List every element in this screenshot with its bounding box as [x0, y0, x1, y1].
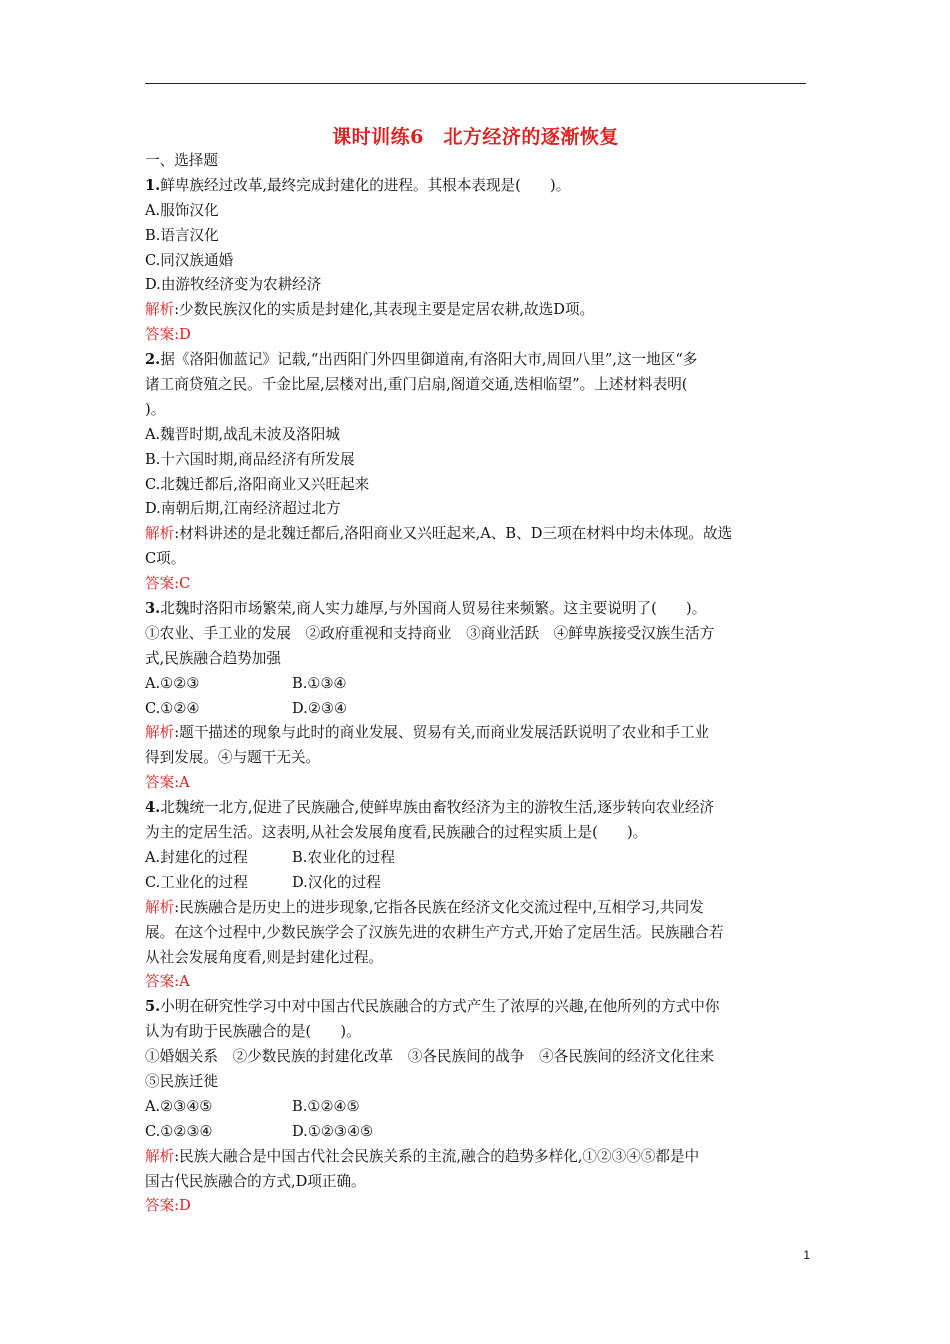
- option-item: C.工业化的过程: [145, 873, 248, 891]
- question-stem-text: ⑤民族迁徙: [145, 1072, 218, 1090]
- analysis-text: 国古代民族融合的方式,D项正确。: [145, 1172, 366, 1190]
- page-number: 1: [803, 1248, 810, 1262]
- option-item: D.①②③④⑤: [292, 1122, 374, 1140]
- analysis-line: [145, 1170, 810, 1195]
- question-number: 1.: [145, 176, 161, 194]
- question-number: 5.: [145, 998, 161, 1016]
- analysis-text: :民族大融合是中国古代社会民族关系的主流,融合的趋势多样化,①②③④⑤都是中: [174, 1147, 700, 1165]
- answer-line: [145, 771, 810, 796]
- option-item: B.①②④⑤: [292, 1097, 360, 1115]
- question-list: [145, 174, 810, 1219]
- question-stem-text: 据《洛阳伽蓝记》记载,“出西阳门外四里御道南,有洛阳大市,周回八里”,这一地区“多: [160, 351, 698, 369]
- answer-label: 答案: [145, 774, 175, 792]
- analysis-text: :材料讲述的是北魏迁都后,洛阳商业又兴旺起来,A、B、D三项在材料中均未体现。故选: [174, 525, 733, 543]
- question-stem-line: [145, 821, 810, 846]
- question-stem-text: 北魏统一北方,促进了民族融合,使鲜卑族由畜牧经济为主的游牧生活,逐步转向农业经济: [160, 799, 715, 817]
- section-heading: 一、选择题: [145, 152, 218, 169]
- option-item: A.①②③: [145, 674, 200, 692]
- analysis-text: :少数民族汉化的实质是封建化,其表现主要是定居农耕,故选D项。: [174, 301, 595, 319]
- question-stem-line: [145, 1045, 810, 1070]
- analysis-label: 解析: [145, 525, 175, 543]
- question-stem-line: [145, 1070, 810, 1095]
- option-item: A.魏晋时期,战乱未波及洛阳城: [145, 425, 340, 443]
- option-item: D.汉化的过程: [292, 873, 381, 891]
- question-stem-text: 为主的定居生活。这表明,从社会发展角度看,民族融合的过程实质上是( )。: [145, 824, 648, 842]
- option-row: [145, 846, 810, 871]
- page-title: 课时训练6 北方经济的逐渐恢复: [332, 126, 619, 148]
- question-block: [145, 995, 810, 1219]
- option-item: D.由游牧经济变为农耕经济: [145, 276, 322, 294]
- analysis-text: 得到发展。④与题干无关。: [145, 749, 321, 767]
- option-row: [145, 697, 810, 722]
- question-number: 3.: [145, 600, 161, 618]
- option-row: [145, 672, 810, 697]
- analysis-label: 解析: [145, 301, 175, 319]
- option-item: B.语言汉化: [145, 226, 219, 244]
- option-row: [145, 871, 810, 896]
- question-stem-text: )。: [145, 400, 166, 418]
- analysis-line: [145, 547, 810, 572]
- analysis-text: 从社会发展角度看,则是封建化过程。: [145, 948, 384, 966]
- answer-value: :D: [174, 326, 191, 344]
- question-stem-line: [145, 348, 810, 373]
- document-body: [145, 149, 810, 1219]
- question-stem-text: ①婚姻关系 ②少数民族的封建化改革 ③各民族间的战争 ④各民族间的经济文化往来: [145, 1048, 715, 1066]
- question-stem-text: 鲜卑族经过改革,最终完成封建化的进程。其根本表现是( )。: [160, 176, 571, 194]
- analysis-line: [145, 921, 810, 946]
- option-row: [145, 1120, 810, 1145]
- question-block: [145, 348, 810, 597]
- analysis-line: [145, 746, 810, 771]
- question-stem-line: [145, 995, 810, 1020]
- question-block: [145, 796, 810, 995]
- option-item: A.②③④⑤: [145, 1097, 213, 1115]
- question-stem-text: 诸工商贷殖之民。千金比屋,层楼对出,重门启扇,阁道交通,迭相临望”。上述材料表明(: [145, 376, 688, 394]
- question-stem-line: [145, 1020, 810, 1045]
- option-item: B.农业化的过程: [292, 848, 395, 866]
- header-rule: [145, 83, 806, 84]
- answer-label: 答案: [145, 973, 175, 991]
- answer-value: :D: [174, 1197, 191, 1215]
- question-stem-line: [145, 796, 810, 821]
- option-item: D.②③④: [292, 699, 348, 717]
- question-stem-line: [145, 622, 810, 647]
- option-item: A.服饰汉化: [145, 201, 219, 219]
- option-item: D.南朝后期,江南经济超过北方: [145, 500, 341, 518]
- question-stem-line: [145, 373, 810, 398]
- analysis-label: 解析: [145, 898, 175, 916]
- analysis-line: [145, 1145, 810, 1170]
- answer-label: 答案: [145, 575, 175, 593]
- question-stem-text: ①农业、手工业的发展 ②政府重视和支持商业 ③商业活跃 ④鲜卑族接受汉族生活方: [145, 624, 715, 642]
- option-item: C.①②④: [145, 699, 200, 717]
- analysis-line: [145, 522, 810, 547]
- question-stem-text: 式,民族融合趋势加强: [145, 649, 281, 667]
- answer-label: 答案: [145, 1197, 175, 1215]
- analysis-label: 解析: [145, 724, 175, 742]
- analysis-text: :民族融合是历史上的进步现象,它指各民族在经济文化交流过程中,互相学习,共同发: [174, 898, 704, 916]
- question-number: 4.: [145, 799, 161, 817]
- answer-value: :C: [174, 575, 191, 593]
- question-stem-line: [145, 597, 810, 622]
- question-stem-line: [145, 398, 810, 423]
- answer-label: 答案: [145, 326, 175, 344]
- option-item: B.十六国时期,商品经济有所发展: [145, 450, 355, 468]
- analysis-text: C项。: [145, 550, 186, 568]
- option-item: C.北魏迁都后,洛阳商业又兴旺起来: [145, 475, 370, 493]
- option-item: A.封建化的过程: [145, 848, 248, 866]
- question-stem-text: 小明在研究性学习中对中国古代民族融合的方式产生了浓厚的兴趣,在他所列的方式中你: [160, 998, 720, 1016]
- option-item: C.①②③④: [145, 1122, 213, 1140]
- question-block: [145, 597, 810, 796]
- analysis-text: 展。在这个过程中,少数民族学会了汉族先进的农耕生产方式,开始了定居生活。民族融合若: [145, 923, 724, 941]
- option-item: B.①③④: [292, 674, 347, 692]
- answer-line: [145, 323, 810, 348]
- answer-line: [145, 970, 810, 995]
- question-stem-line: [145, 647, 810, 672]
- question-stem-text: 北魏时洛阳市场繁荣,商人实力雄厚,与外国商人贸易往来频繁。这主要说明了( )。: [160, 600, 707, 618]
- analysis-line: [145, 298, 810, 323]
- question-stem-text: 认为有助于民族融合的是( )。: [145, 1023, 361, 1041]
- option-item: C.同汉族通婚: [145, 251, 234, 269]
- analysis-line: [145, 896, 810, 921]
- analysis-text: :题干描述的现象与此时的商业发展、贸易有关,而商业发展活跃说明了农业和手工业: [174, 724, 710, 742]
- answer-value: :A: [174, 774, 190, 792]
- answer-line: [145, 1194, 810, 1219]
- answer-line: [145, 572, 810, 597]
- analysis-line: [145, 946, 810, 971]
- answer-value: :A: [174, 973, 190, 991]
- analysis-label: 解析: [145, 1147, 175, 1165]
- question-block: [145, 174, 810, 348]
- option-row: [145, 1095, 810, 1120]
- question-stem-line: [145, 174, 810, 199]
- question-number: 2.: [145, 351, 161, 369]
- analysis-line: [145, 721, 810, 746]
